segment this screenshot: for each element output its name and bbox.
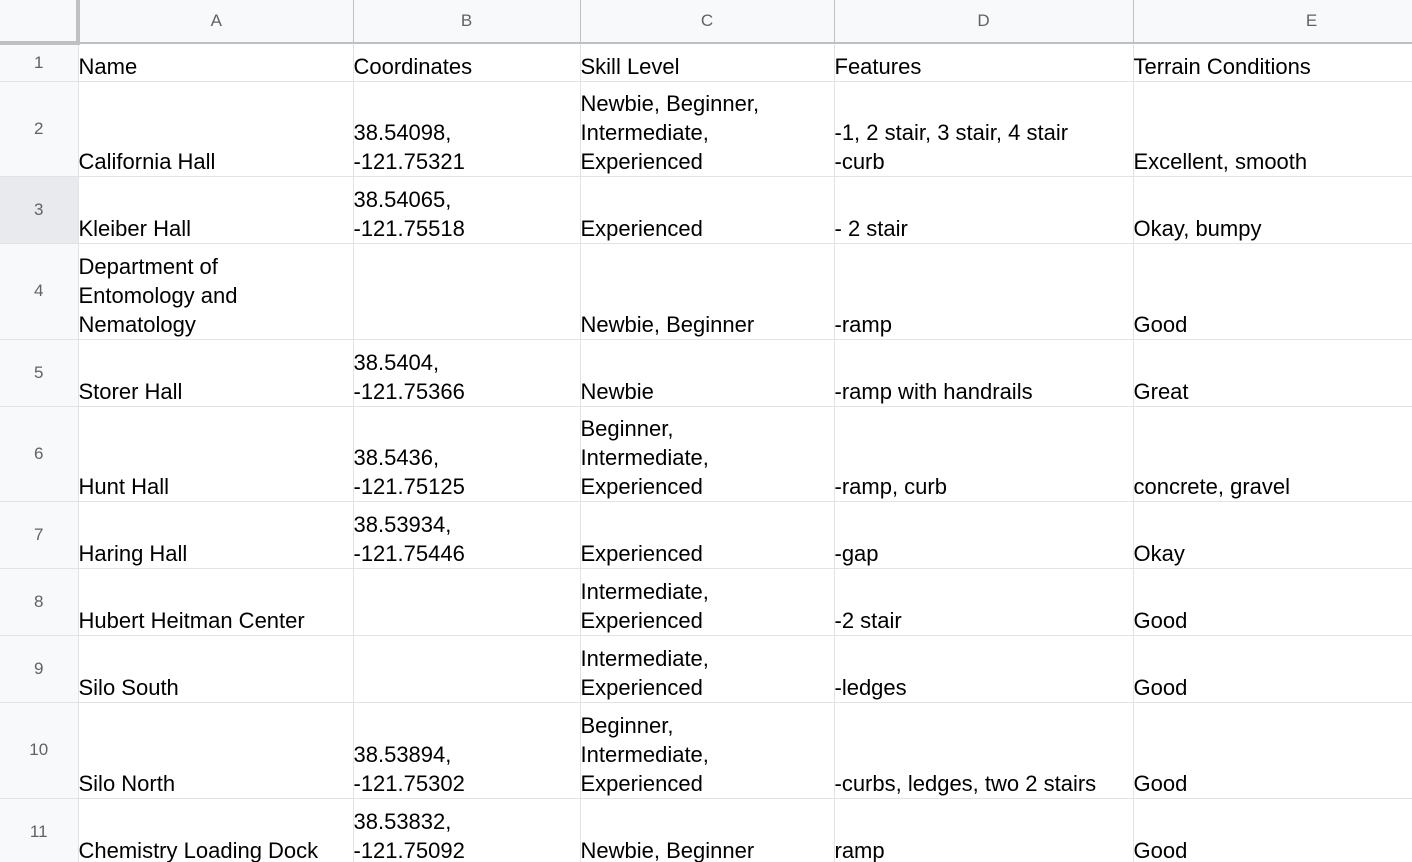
cell-a7[interactable]: Haring Hall [78,501,353,568]
cell-a1[interactable]: Name [78,43,353,81]
row-header-10[interactable]: 10 [0,702,78,798]
row-header-2[interactable]: 2 [0,81,78,176]
cell-c6[interactable]: Beginner, Intermediate, Experienced [580,406,834,501]
cell-e3[interactable]: Okay, bumpy [1133,176,1412,243]
cell-c8[interactable]: Intermediate, Experienced [580,568,834,635]
row-header-1[interactable]: 1 [0,43,78,81]
cell-b1[interactable]: Coordinates [353,43,580,81]
cell-b10[interactable]: 38.53894, -121.75302 [353,702,580,798]
cell-c10[interactable]: Beginner, Intermediate, Experienced [580,702,834,798]
cell-a6[interactable]: Hunt Hall [78,406,353,501]
cell-a11[interactable]: Chemistry Loading Dock [78,798,353,862]
row-header-9[interactable]: 9 [0,635,78,702]
cell-d1[interactable]: Features [834,43,1133,81]
cell-b5[interactable]: 38.5404, -121.75366 [353,339,580,406]
cell-c3[interactable]: Experienced [580,176,834,243]
cell-b4[interactable] [353,243,580,339]
cell-d10[interactable]: -curbs, ledges, two 2 stairs [834,702,1133,798]
cell-d4[interactable]: -ramp [834,243,1133,339]
table-row [0,43,1412,81]
column-header-c[interactable]: C [580,0,834,43]
cell-a2[interactable]: California Hall [78,81,353,176]
cell-b3[interactable]: 38.54065, -121.75518 [353,176,580,243]
cell-d6[interactable]: -ramp, curb [834,406,1133,501]
cell-d2[interactable]: -1, 2 stair, 3 stair, 4 stair -curb [834,81,1133,176]
column-header-e[interactable]: E [1133,0,1412,43]
table-row [0,702,1412,798]
row-header-5[interactable]: 5 [0,339,78,406]
cell-e11[interactable]: Good [1133,798,1412,862]
cell-d3[interactable]: - 2 stair [834,176,1133,243]
row-header-3[interactable]: 3 [0,176,78,243]
cell-c11[interactable]: Newbie, Beginner [580,798,834,862]
row-header-11[interactable]: 11 [0,798,78,862]
table-row [0,406,1412,501]
cell-a3[interactable]: Kleiber Hall [78,176,353,243]
cell-d5[interactable]: -ramp with handrails [834,339,1133,406]
table-row [0,176,1412,243]
select-all-corner[interactable] [0,0,78,43]
cell-e10[interactable]: Good [1133,702,1412,798]
cell-c1[interactable]: Skill Level [580,43,834,81]
cell-d8[interactable]: -2 stair [834,568,1133,635]
cell-a9[interactable]: Silo South [78,635,353,702]
cell-e6[interactable]: concrete, gravel [1133,406,1412,501]
cell-b8[interactable] [353,568,580,635]
column-header-d[interactable]: D [834,0,1133,43]
cell-d9[interactable]: -ledges [834,635,1133,702]
cell-b11[interactable]: 38.53832, -121.75092 [353,798,580,862]
cell-d11[interactable]: ramp [834,798,1133,862]
cell-c7[interactable]: Experienced [580,501,834,568]
table-row [0,501,1412,568]
cell-e1[interactable]: Terrain Conditions [1133,43,1412,81]
cell-a8[interactable]: Hubert Heitman Center [78,568,353,635]
table-row [0,81,1412,176]
table-row [0,243,1412,339]
column-header-row [0,0,1412,43]
cell-e7[interactable]: Okay [1133,501,1412,568]
cell-e9[interactable]: Good [1133,635,1412,702]
row-header-8[interactable]: 8 [0,568,78,635]
cell-a10[interactable]: Silo North [78,702,353,798]
cell-b2[interactable]: 38.54098, -121.75321 [353,81,580,176]
cell-c5[interactable]: Newbie [580,339,834,406]
column-header-b[interactable]: B [353,0,580,43]
table-row [0,798,1412,862]
cell-b7[interactable]: 38.53934, -121.75446 [353,501,580,568]
cell-e2[interactable]: Excellent, smooth [1133,81,1412,176]
table-row [0,339,1412,406]
cell-c9[interactable]: Intermediate, Experienced [580,635,834,702]
cell-c4[interactable]: Newbie, Beginner [580,243,834,339]
cell-d7[interactable]: -gap [834,501,1133,568]
cell-a5[interactable]: Storer Hall [78,339,353,406]
cell-c2[interactable]: Newbie, Beginner, Intermediate, Experienced [580,81,834,176]
row-header-7[interactable]: 7 [0,501,78,568]
cell-b6[interactable]: 38.5436, -121.75125 [353,406,580,501]
row-header-6[interactable]: 6 [0,406,78,501]
cell-e4[interactable]: Good [1133,243,1412,339]
cell-e8[interactable]: Good [1133,568,1412,635]
table-row [0,568,1412,635]
cell-b9[interactable] [353,635,580,702]
cell-a4[interactable]: Department of Entomology and Nematology [78,243,353,339]
column-header-a[interactable]: A [78,0,353,43]
cell-e5[interactable]: Great [1133,339,1412,406]
table-row [0,635,1412,702]
row-header-4[interactable]: 4 [0,243,78,339]
